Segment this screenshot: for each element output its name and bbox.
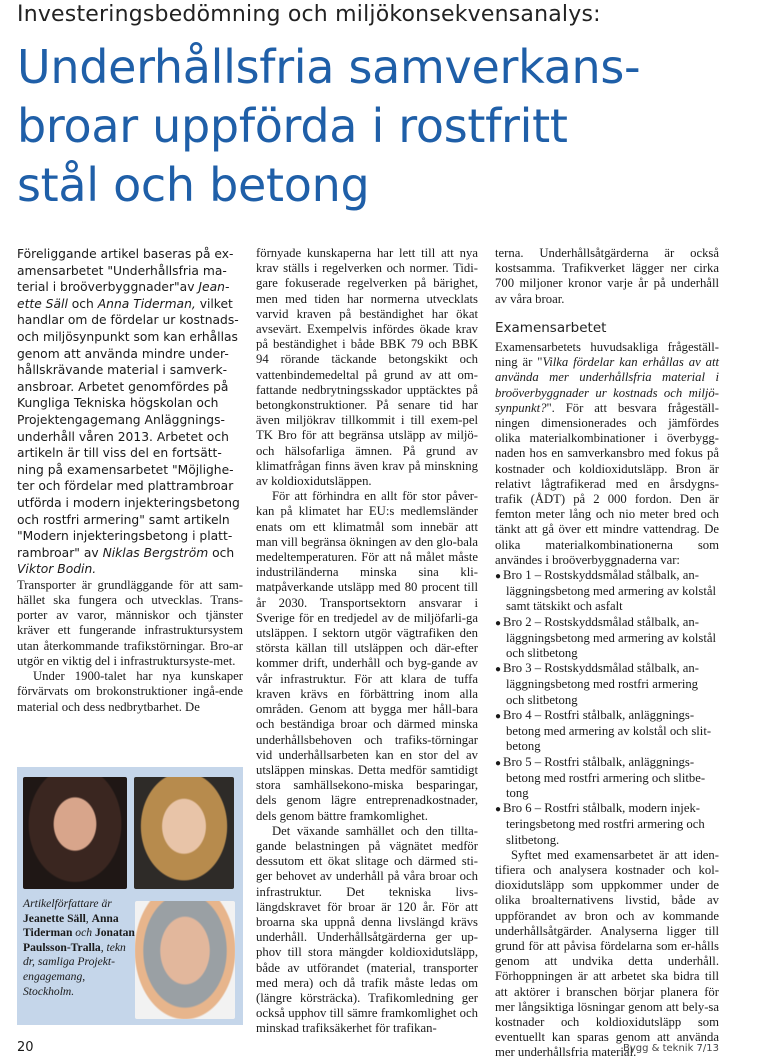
body-paragraph: förnyade kunskaperna har lett till att nya krav ställs i regelverken och normer. Tidi-gare fokuserade regelverken på bärighet, men med tiden har normerna utvecklats varvid kraven på beständighet har ökat avsevärt. Exempelvis infördes ökade krav på beständighet i både BBK 79 och BBK 94 rörande täckande betongskikt och vattenbindemedeltal på grund av att om-fattande nedbrytningsskador upptäcktes på betongkonstruktioner. På senare tid har även miljökrav tillkommit i till exem-pel TK Bro för att begränsa utsläpp av miljö- och hälsofarliga ämnen. På grund av klimatfrågan finns även krav på minskning av koldioxidutsläppen.	[256, 246, 478, 489]
headline	[17, 38, 747, 215]
column-3	[495, 246, 719, 1061]
headline-line: stål och betong	[17, 158, 370, 212]
body-paragraph: Transporter är grundläggande för att sam-hället ska fungera och utvecklas. Trans-porter av varor, människor och tjänster kräver ett fungerande infrastruktursystem utan återkommande trafikstörningar. Bro-ar utgör en viktig del i infrastruktursyste-met.	[17, 577, 243, 668]
list-item: ● Bro 1 – Rostskyddsmålad stålbalk, an-läggningsbetong med armering av kolstål samt tätskikt och asfalt	[495, 568, 719, 615]
lead-paragraph: Föreliggande artikel baseras på ex-amensarbetet "Underhållsfria ma-terial i broöverbyggnader"av Jean-ette Säll och Anna Tiderman, vilket handlar om de fördelar ur kostnads- och miljösynpunkt som kan erhållas genom att använda mindre under-hållskrävande material i samverk-ansbroar. Arbetet genomfördes på Kungliga Tekniska högskolan och Projektengagemang Anläggnings-underhåll våren 2013. Arbetet och artikeln är till viss del en fortsätt-ning på examensarbetet "Möjlighe-ter och fördelar med plattrambroar utförda i modern injekteringsbetong och rostfri armering" samt artikeln "Modern injekteringsbetong i platt-rambroar" av Niklas Bergström och Viktor Bodin.	[17, 247, 240, 577]
column-1	[17, 246, 243, 715]
body-paragraph: För att förhindra en allt för stor påver-kan på klimatet har EU:s medlemsländer enats om ett klimatmål som innebär att man vill begränsa ökningen av den glo-bala medeltemperaturen. För att nå målet måste industriländerna minska sina kli-matpåverkande utsläpp med 80 procent till år 2030. Transportsektorn ansvarar i Sverige för en tredjedel av de miljöfarli-ga utsläppen. I sektorn utgör vägtrafiken den största källan till utsläppen och där-efter kommer drift, underhåll och byg-gande av vår infrastruktur. För att klara de tuffa kraven krävs en förbättring inom alla områden. Genom att bygga mer håll-bara och beständiga broar och därmed minska underhållsbehoven och trafiks-törningar vid underhållsarbeten kan en stor del av utsläppen minskas. Detta medför samtidigt stora samhällsekono-miska besparingar, dels genom lägre entreprenadkostnader, dels genom bättre framkomlighet.	[256, 489, 478, 823]
list-item: ● Bro 6 – Rostfri stålbalk, modern injek-teringsbetong med rostfri armering och slitbetong.	[495, 801, 719, 848]
body-paragraph: Under 1900-talet har nya kunskaper förvärvats om brokonstruktioner ingå-ende material och dess nedbrytbarhet. De	[17, 669, 243, 714]
body-paragraph: terna. Underhållsåtgärderna är också kostsamma. Trafikverket lägger ner cirka 700 miljoner kronor varje år på underhåll av våra broar.	[495, 246, 719, 306]
list-item: ● Bro 4 – Rostfri stålbalk, anläggnings-betong med armering av kolstål och slit-betong	[495, 708, 719, 755]
body-paragraph: Examensarbetets huvudsakliga frågeställ-ning är "Vilka fördelar kan erhållas av att använda mer underhållsfria material i broöverbyggnader ur kostnads och miljö-synpunkt?". För att besvara frågeställ-ningen dimensionerades och jämfördes olika materialkombinationer i överbygg-naden hos en samverkansbro med fokus på kostnader och koldioxidutsläpp. Bron är relativt lågtrafikerad med en årsdygns-trafik (ÅDT) på 2 000 fordon. Den är femton meter lång och nio meter bred och tänkt att gå över ett mindre vattendrag. De olika materialkombinationerna som användes i broöverbyggnaderna var:	[495, 340, 720, 567]
author-caption: Artikelförfattare är Jeanette Säll, Anna Tiderman och Jonatan Paulsson-Tralla, tekn dr, samliga Projekt-engagemang, Stockholm.	[23, 897, 135, 998]
author-photo-jeanette	[23, 777, 127, 889]
column-2	[256, 246, 478, 1037]
kicker: Investeringsbedömning och miljökonsekvensanalys:	[17, 2, 601, 27]
section-heading: Examensarbetet	[495, 319, 607, 336]
body-paragraph: Syftet med examensarbetet är att iden-tifiera och analysera kostnader och kol-dioxidutsläpp som uppkommer under de olika broalternativens livstid, både av uppförandet av bron och av kommande underhållsåtgärder. Analyserna ligger till grund för att påvisa fördelarna som er-hålls genom att undvika detta underhåll. Förhoppningen är att arbetet ska bidra till att aktörer i branschen börjar planera för mer långsiktiga lösningar genom att bely-sa kostnader och koldioxidutsläpp som eventuellt kan sparas genom att använda mer underhållsfria material.	[495, 847, 719, 1060]
page-number: 20	[17, 1040, 34, 1055]
bridge-list	[495, 568, 719, 848]
headline-line: Underhållsfria samverkans-	[17, 40, 641, 94]
list-item: ● Bro 2 – Rostskyddsmålad stålbalk, an-läggningsbetong med armering av kolstål och slitbetong	[495, 615, 719, 662]
list-item: ● Bro 3 – Rostskyddsmålad stålbalk, an-läggningsbetong med rostfri armering och slitbetong	[495, 661, 719, 708]
publication-footer: Bygg & teknik 7/13	[622, 1043, 719, 1054]
body-paragraph: Det växande samhället och den tillta-gande belastningen på vägnätet medför dessutom ett ökat slitage och därmed sti-ger behovet av underhåll på våra broar och infrastruktur. Det tekniska livs-längdskravet för broar är 120 år. För att broarna ska uppnå denna livslängd krävs underhåll. Underhållsåtgärderna ger up-phov till stora mängder koldioxidutsläpp, både av utförandet (material, transporter med mera) och då trafik måste ledas om (längre körsträcka). Trafikomledning ger också upphov till sämre framkomlighet och minskad trafiksäkerhet för trafikan-	[256, 823, 478, 1036]
author-photo-anna	[134, 777, 234, 889]
author-photo-jonatan	[135, 901, 235, 1019]
list-item: ● Bro 5 – Rostfri stålbalk, anläggnings-betong med rostfri armering och slitbe-tong	[495, 755, 719, 802]
author-photo-box	[17, 767, 243, 1025]
headline-line: broar uppförda i rostfritt	[17, 99, 568, 153]
